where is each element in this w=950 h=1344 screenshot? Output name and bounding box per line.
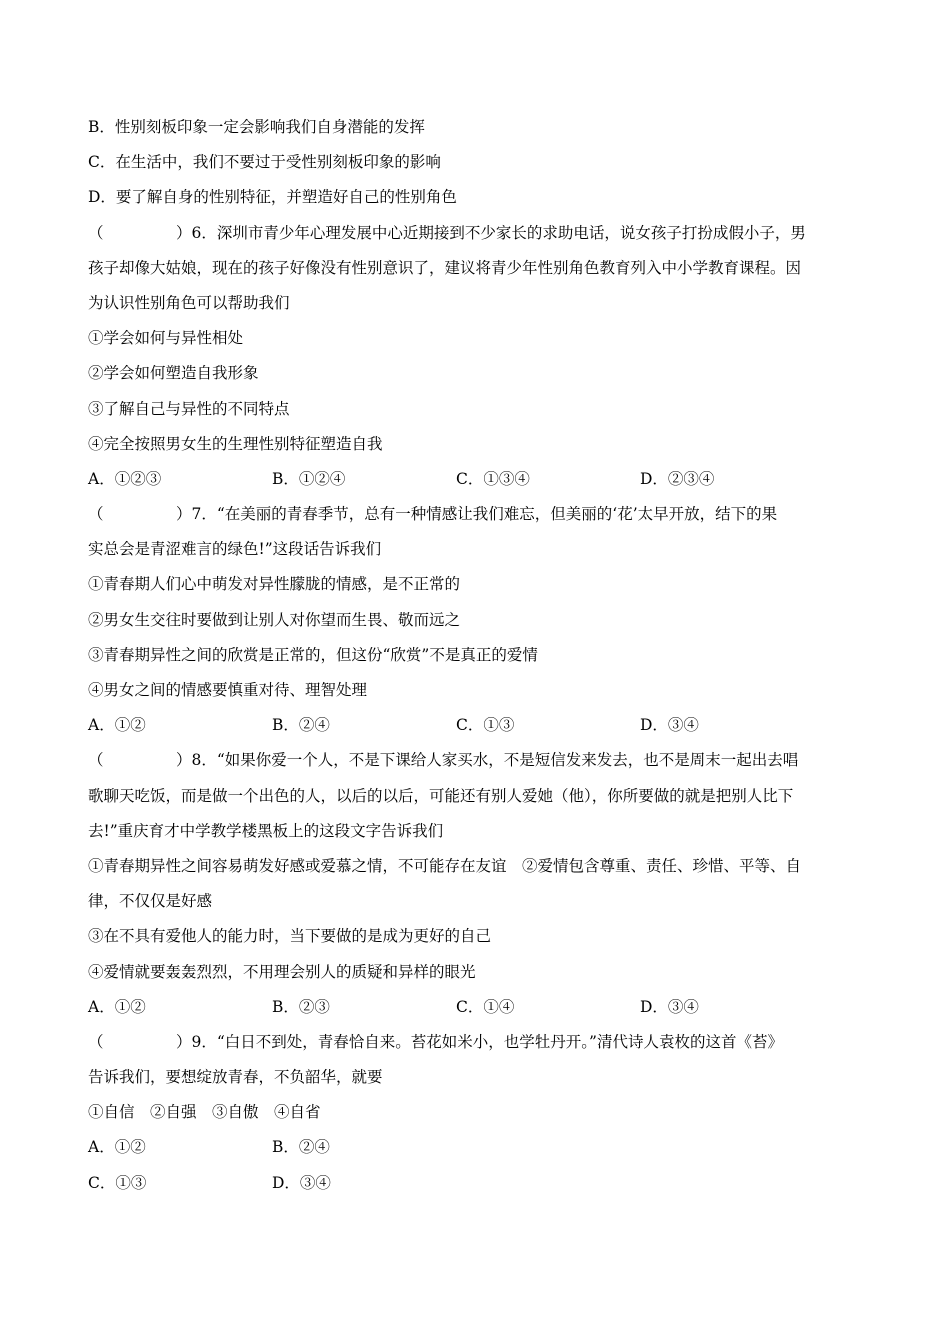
q5-option-c: C．在生活中，我们不要过于受性别刻板印象的影响 [88,153,441,172]
q8-item-4: ④爱情就要轰轰烈烈，不用理会别人的质疑和异样的眼光 [88,962,476,981]
q6-item-2: ②学会如何塑造自我形象 [88,364,259,383]
q9-choices-row-2 [88,1166,868,1201]
question-9 [88,1025,868,1201]
q8-choice-d: D．③④ [640,997,699,1016]
q6-stem-line-2: 孩子却像大姑娘，现在的孩子好像没有性别意识了，建议将青少年性别角色教育列入中小学教育课程。因 [88,258,802,277]
q8-choice-b: B．②③ [272,997,330,1016]
q6-item-4: ④完全按照男女生的生理性别特征塑造自我 [88,434,383,453]
q9-choice-a: A．①② [88,1138,146,1157]
q6-stem-text: ）6．深圳市青少年心理发展中心近期接到不少家长的求助电话，说女孩子打扮成假小子，男 [176,223,806,242]
q8-answer-blank: （ [88,751,104,770]
q7-choices [88,708,868,743]
q8-item-1-line-2: 律，不仅仅是好感 [88,892,213,911]
q6-choice-b: B．①②④ [272,469,346,488]
q7-stem-line-1 [88,497,868,532]
q9-stem-line-1 [88,1025,868,1060]
q6-choice-c: C．①③④ [456,469,530,488]
q7-item-2: ②男女生交往时要做到让别人对你望而生畏、敬而远之 [88,610,461,629]
q7-choice-c: C．①③ [456,716,515,735]
question-8 [88,743,868,1025]
q7-item-1: ①青春期人们心中萌发对异性朦胧的情感，是不正常的 [88,575,461,594]
q8-stem-line-1 [88,743,868,778]
q8-choice-a: A．①② [88,997,146,1016]
q9-stem-line-2: 告诉我们，要想绽放青春，不负韶华，就要 [88,1068,383,1087]
q9-answer-blank: （ [88,1032,104,1051]
q8-item-1-line-1: ①青春期异性之间容易萌发好感或爱慕之情，不可能存在友谊 ②爱情包含尊重、责任、珍惜、平等、自 [88,856,802,875]
q7-choice-b: B．②④ [272,716,330,735]
q8-stem-line-2: 歌聊天吃饭，而是做一个出色的人，以后的以后，可能还有别人爱她（他），你所要做的就是把别人比下 [88,786,794,805]
q9-stem-text: ）9．“白日不到处，青春恰自来。苔花如米小，也学牡丹开。”清代诗人袁枚的这首《苔》 [176,1032,783,1051]
q8-item-3: ③在不具有爱他人的能力时，当下要做的是成为更好的自己 [88,927,492,946]
q8-choices [88,990,868,1025]
q9-choice-b: B．②④ [272,1138,330,1157]
q6-item-3: ③了解自己与异性的不同特点 [88,399,290,418]
exam-page [88,110,868,1201]
q8-stem-line-3: 去!”重庆育才中学教学楼黑板上的这段文字告诉我们 [88,821,444,840]
q9-choices-row-1 [88,1130,868,1165]
q6-item-1: ①学会如何与异性相处 [88,329,244,348]
q7-answer-blank: （ [88,505,104,524]
q6-choice-d: D．②③④ [640,469,715,488]
q6-choice-a: A．①②③ [88,469,162,488]
question-6 [88,216,868,498]
q7-choice-a: A．①② [88,716,146,735]
q7-item-3: ③青春期异性之间的欣赏是正常的，但这份“欣赏”不是真正的爱情 [88,645,538,664]
q9-choice-c: C．①③ [88,1173,147,1192]
q8-stem-text: ）8．“如果你爱一个人，不是下课给人家买水，不是短信发来发去，也不是周末一起出去唱 [176,751,799,770]
q5-option-d: D．要了解自身的性别特征，并塑造好自己的性别角色 [88,188,457,207]
q6-stem-line-3: 为认识性别角色可以帮助我们 [88,293,290,312]
q5-option-b: B．性别刻板印象一定会影响我们自身潜能的发挥 [88,118,425,136]
q8-choice-c: C．①④ [456,997,515,1016]
q7-stem-text: ）7．“在美丽的青春季节，总有一种情感让我们难忘，但美丽的‘花’太早开放，结下的果 [176,505,778,524]
q7-stem-line-2: 实总会是青涩难言的绿色!”这段话告诉我们 [88,540,382,559]
question-7 [88,497,868,743]
q6-choices [88,462,868,497]
q9-items: ①自信 ②自强 ③自傲 ④自省 [88,1103,321,1122]
q6-stem-line-1 [88,216,868,251]
q7-item-4: ④男女之间的情感要慎重对待、理智处理 [88,681,368,699]
q7-choice-d: D．③④ [640,716,699,735]
q6-answer-blank: （ [88,223,104,242]
q9-choice-d: D．③④ [272,1173,331,1192]
